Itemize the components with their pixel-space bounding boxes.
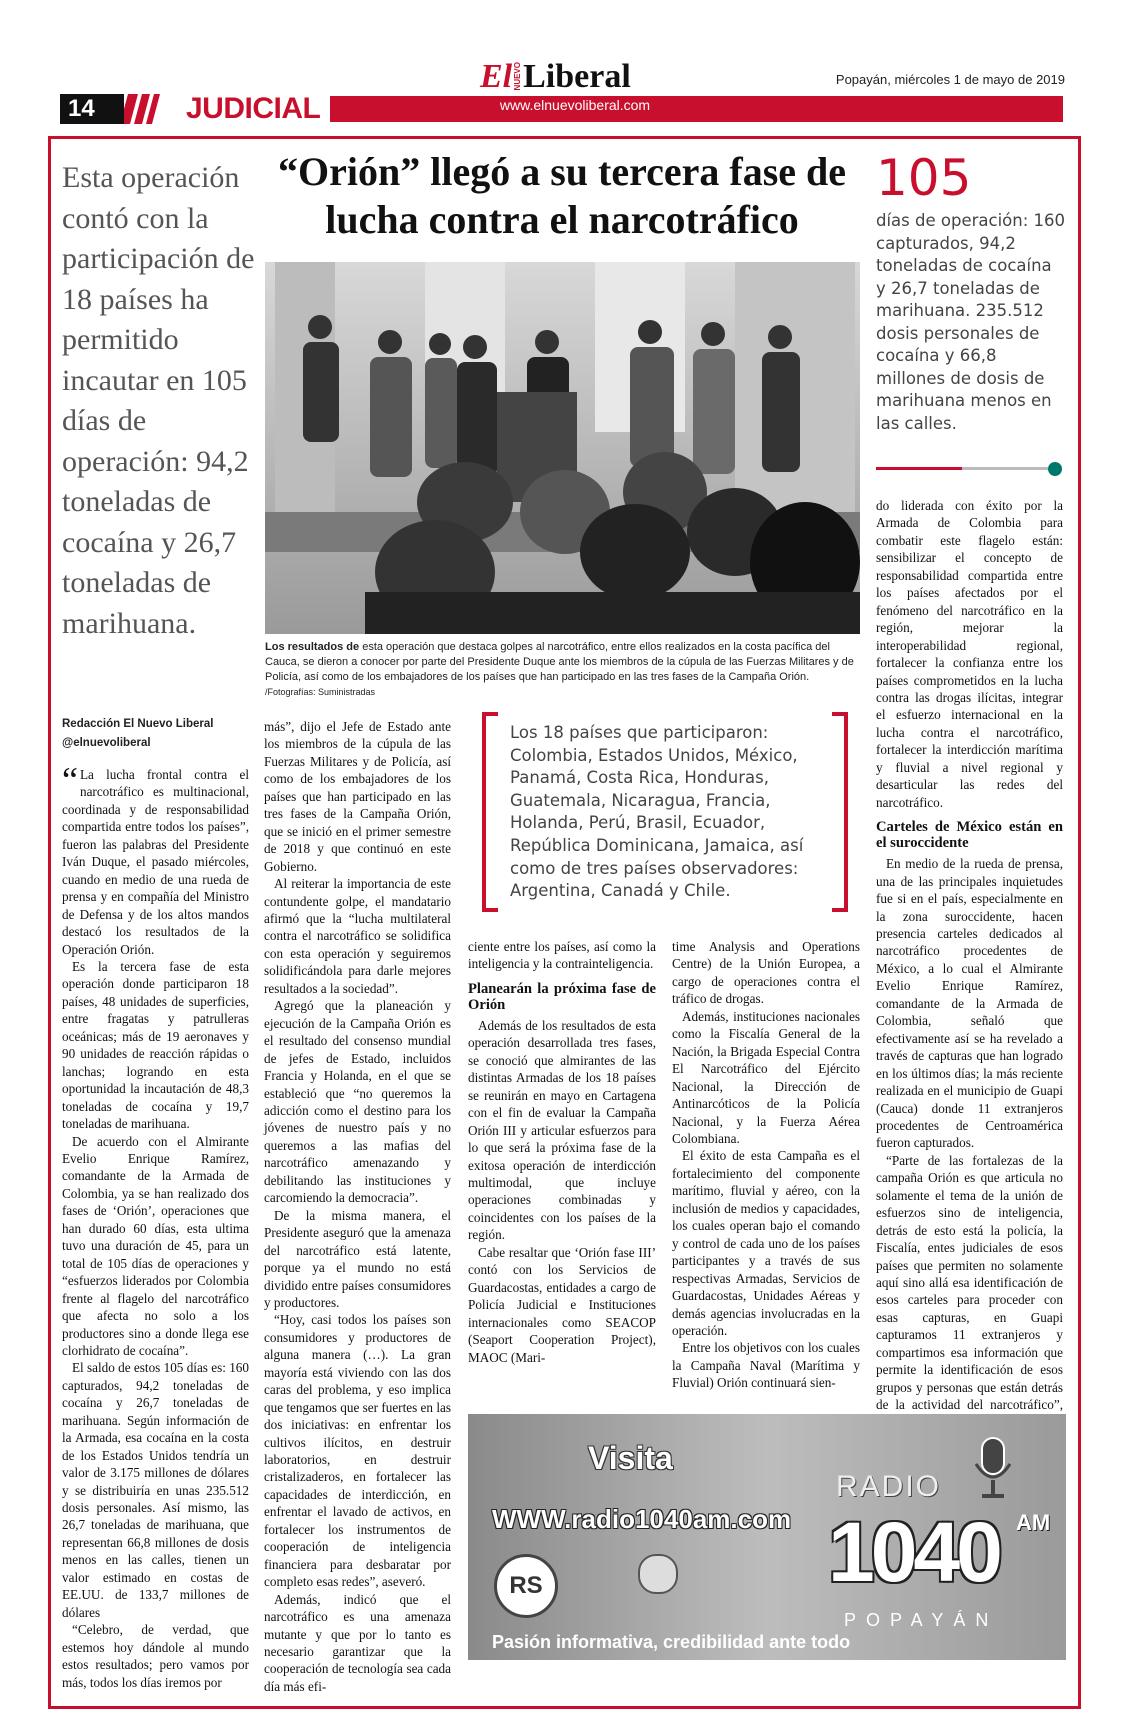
paragraph: Además, instituciones nacionales como la Fiscalía General de la Nación, la Brigada Especial Contra El Narcotráfico del Ejército Nacional, la Dirección de Antinarcóticos de la Policía Nacional, y la Fuerza Aérea Colombiana. — [672, 1008, 860, 1146]
paragraph: time Analysis and Operations Centre) de la Unión Europea, a cargo de operaciones contra el tráfico de drogas. — [672, 939, 860, 1007]
ad-visita: Visita — [588, 1440, 673, 1476]
paragraph: do liderada con éxito por la Armada de Colombia para combatir este flagelo están: sensibilizar el concepto de responsabilidad compartida entre los países afectados por el fenómeno del narcotráfico en la región, mejorar la interoperabilidad regional, fortalecer la confianza entre los países comprometidos en la lucha contra las drogas ilícitas, integrar el esfuerzo internacional en la lucha contra el narcotráfico, fortalecer la interdicción marítima y fluvial a nivel regional y desarticular las redes del narcotráfico. — [876, 498, 1063, 810]
paragraph: “Celebro, de verdad, que estemos hoy dándole al mundo estos resultados; pero vamos por más, todos los días iremos por — [62, 1622, 249, 1690]
section-stripes — [124, 94, 164, 124]
photo-credit: /Fotografías: Suministradas — [265, 687, 376, 697]
article-column-5 — [876, 497, 1063, 1431]
subheading: Carteles de México están en el suroccidente — [876, 819, 1063, 852]
country-list-quote: Los 18 países que participaron: Colombia, Estados Unidos, México, Panamá, Costa Rica, Honduras, Guatemala, Nicaragua, Francia, Holanda, Perú, Brasil, Ecuador, República Dominicana, Jamaica, así como de tres países observadores: Argentina, Canadá y Chile. — [510, 723, 804, 901]
ad-slogan: Pasión informativa, credibilidad ante todo — [492, 1632, 851, 1652]
paragraph: El saldo de estos 105 días es: 160 capturados, 94,2 toneladas de cocaína y 26,7 toneladas de marihuana. Según información de la Armada, esa cocaína en la costa de los Estados Unidos tendría un valor de 3.175 millones de dólares y se distribuiría en unas 235.512 dosis personales. Así mismo, las 26,7 toneladas de marihuana, que representan 66,8 millones de dosis menos en las calles, tienen un valor estimado en costas de EE.UU. de 133,7 millones de dólares — [62, 1360, 249, 1620]
article-column-2 — [264, 718, 451, 1695]
ad-url: WWW.radio1040am.com — [492, 1504, 792, 1534]
ad-frequency: 1040 — [828, 1505, 999, 1599]
paragraph: más”, dijo el Jefe de Estado ante los miembros de la cúpula de las Fuerzas Militares y de Policía, así como de los embajadores de los países que han participado en las tres fases de la Campaña Orión, que se inició en el primer semestre de 2018 y que continuó en este Gobierno. — [264, 719, 451, 874]
section-title: JUDICIAL — [186, 92, 321, 125]
paragraph: Además de los resultados de esta operación desarrollada tres fases, se conoció que almirantes de las distintas Armadas de los 18 países se reunirán en mayo en Cartagena con el fin de evaluar la Campaña Orión III y articular esfuerzos para lo que será la próxima fase de la exitosa operación de interdicción multimodal, que incluye operaciones combinadas y coincidentes con los países de la región. — [468, 1017, 656, 1243]
photo-caption — [265, 640, 862, 700]
paragraph: El éxito de esta Campaña es el fortalecimiento del componente marítimo, fluvial y aéreo, con la inclusión de medios y capacidades, los cuales operan bajo el comando y control de cada uno de los países participantes y a través de sus respectivas Armadas, Servicios de Guardacostas, Unidades Aéreas y demás agencias involucradas en la operación. — [672, 1148, 860, 1338]
stat-text: días de operación: 160 capturados, 94,2 toneladas de cocaína y 26,7 toneladas de marihuana. 235.512 dosis personales de cocaína y 66,8 millones de dosis de marihuana menos en las calles. — [876, 211, 1066, 433]
paragraph: De acuerdo con el Almirante Evelio Enrique Ramírez, comandante de la Armada de Colombia, ya se han realizado dos fases de ‘Orión’, operaciones que han durado 60 días, esta ultima tuvo una duración de 45, para un total de 105 días de operaciones y “esfuerzos liderados por Colombia frente al flagelo del narcotráfico que afecta no solo a los productores sino a donde llega ese clorhidrato de cocaína”. — [62, 1133, 249, 1358]
paragraph: Cabe resaltar que ‘Orión fase III’ contó con los Servicios de Guardacostas, entidades a cargo de Policía Judicial e Instituciones internacionales como SEACOP (Seaport Cooperation Project), MAOC (Mari- — [468, 1244, 656, 1365]
masthead-logo — [480, 58, 631, 95]
caption-text: esta operación que destaca golpes al narcotráfico, entre ellos realizados en la costa pacífica del Cauca, se dieron a conocer por parte del Presidente Duque ante los miembros de la cúpula de las Fuerzas Militares y de Policía, así como de los embajadores de los países que han participado en las tres fases de la Campaña Orión. — [265, 641, 854, 683]
pull-quote: Esta operación contó con la participación de 18 países ha permitido incautar en 105 días de operación: 94,2 toneladas de cocaína y 26,7 toneladas de marihuana. — [62, 161, 255, 640]
paragraph: “ La lucha frontal contra el narcotráfico es multinacional, coordinada y de responsabilidad compartida entre todos los países”, fueron las palabras del Presidente Iván Duque, el pasado miércoles, cuando en medio de una rueda de prensa y en compañía del Ministro de Defensa y de los altos mandos destacó los resultados de la Operación Orión. — [62, 760, 249, 957]
article-column-3 — [468, 938, 656, 1366]
website-url: www.elnuevoliberal.com — [499, 97, 651, 113]
paragraph: De la misma manera, el Presidente aseguró que la amenaza del narcotráfico está latente, porque ya el mundo no está dividido entre países consumidores y productores. — [264, 1207, 451, 1310]
stat-number: 105 — [876, 149, 972, 207]
logo-el: El — [480, 58, 513, 95]
stat-rule — [876, 467, 1048, 470]
paragraph: Es la tercera fase de esta operación donde participaron 18 países, 48 unidades de superficies, entre fragatas y patrulleras oceánicas; más de 19 aeronaves y 90 unidades de reacción rápidas o lanchas; logrando en esta oportunidad la incautación de 48,3 toneladas de cocaína y 19,7 toneladas de marihuana. — [62, 958, 249, 1132]
byline — [62, 715, 213, 753]
paragraph: “Hoy, casi todos los países son consumidores y productores de alguna manera (…). La gran mayoría está viviendo con las dos caras del problema, y eso implica que tengamos que ser fuertes en las dos iniciativas: en enfrentar los cultivos ilícitos, en destruir laboratorios, en destruir cristalizaderos, en fortalecer las capacidades de interdicción, en enfrentar el lavado de activos, en fortalecer los instrumentos de cooperación de inteligencia financiera para desbaratar por completo esas redes”, aseveró. — [264, 1312, 451, 1590]
open-quote-glyph: “ — [62, 760, 78, 800]
subheading: Planearán la próxima fase de Orión — [468, 980, 656, 1013]
press-conference-photo — [265, 262, 860, 634]
microphone-icon — [968, 1434, 1018, 1504]
paragraph: Agregó que la planeación y ejecución de la Campaña Orión es el resultado del consenso mundial de jefes de Estado, incluidos Francia y Holanda, en el que se estableció que “no queremos la adicción como el destino para los jóvenes de nuestro país y no queremos a las mafias del narcotráfico amenazando y debilitando las instituciones y carcomiendo la democracia”. — [264, 998, 451, 1206]
paragraph: “Parte de las fortalezas de la campaña Orión es que articula no solamente el tema de la unión de esfuerzos sino de inteligencia, detrás de esto está la policía, la Fiscalía, entes judiciales de esos países que permiten no solamente aquí sino allá esa identificación de esos carteles para proceder con esas capturas, en Guapi capturamos 11 extranjeros y compartimos esa información que permite la identificación de esos grupos y personas que están detrás de la actividad del narcotráfico”, — [876, 1152, 1063, 1413]
article-column-4 — [672, 938, 860, 1392]
caption-lead: Los resultados de — [265, 641, 360, 653]
page-number: 14 — [60, 94, 124, 124]
stat-dot — [1048, 462, 1062, 476]
rs-logo: RS — [494, 1554, 558, 1618]
ad-am-label: AM — [1016, 1510, 1051, 1535]
paragraph: Entre los objetivos con los cuales la Campaña Naval (Marítima y Fluvial) Orión continuará sien- — [672, 1340, 860, 1391]
paragraph: Al reiterar la importancia de este contundente golpe, el mandatario afirmó que la “lucha multilateral contra el narcotráfico se solidifica con esta operación y seguiremos solidificándola para darle mejores resultados a la sociedad”. — [264, 876, 451, 996]
paragraph: En medio de la rueda de prensa, una de las principales inquietudes fue si en el país, especialmente en la zona suroccidente, hacen presencia carteles dedicados al narcotráfico procedentes de México, a lo cual el Almirante Evelio Enrique Ramírez, comandante de la Armada de Colombia, señaló que efectivamente así se ha revelado a través de capturas que han logrado en los últimos días; la más reciente realizada en el municipio de Guapi (Cauca) donde 11 extranjeros procedentes de Centroamérica fueron capturados. — [876, 856, 1063, 1151]
logo-nuevo: NUEVO — [513, 62, 523, 91]
headline: “Orión” llegó a su tercera fase de lucha contra el narcotráfico — [277, 149, 847, 242]
ad-radio-label: RADIO — [836, 1470, 942, 1503]
paragraph: Además, indicó que el narcotráfico es una amenaza mutante y que por lo tanto es necesario garantizar que la cooperación de tecnología sea cada día más efi- — [264, 1591, 451, 1694]
ad-city: POPAYÁN — [844, 1610, 999, 1630]
paragraph: ciente entre los países, así como la inteligencia y la contrainteligencia. — [468, 939, 656, 972]
byline-handle: @elnuevoliberal — [62, 737, 151, 749]
station-seal-icon — [638, 1554, 678, 1594]
issue-date: Popayán, miércoles 1 de mayo de 2019 — [835, 72, 1065, 87]
article-column-1 — [62, 760, 249, 1691]
logo-liberal: Liberal — [523, 58, 631, 95]
byline-author: Redacción El Nuevo Liberal — [62, 718, 214, 730]
radio-advertisement — [468, 1414, 1066, 1660]
